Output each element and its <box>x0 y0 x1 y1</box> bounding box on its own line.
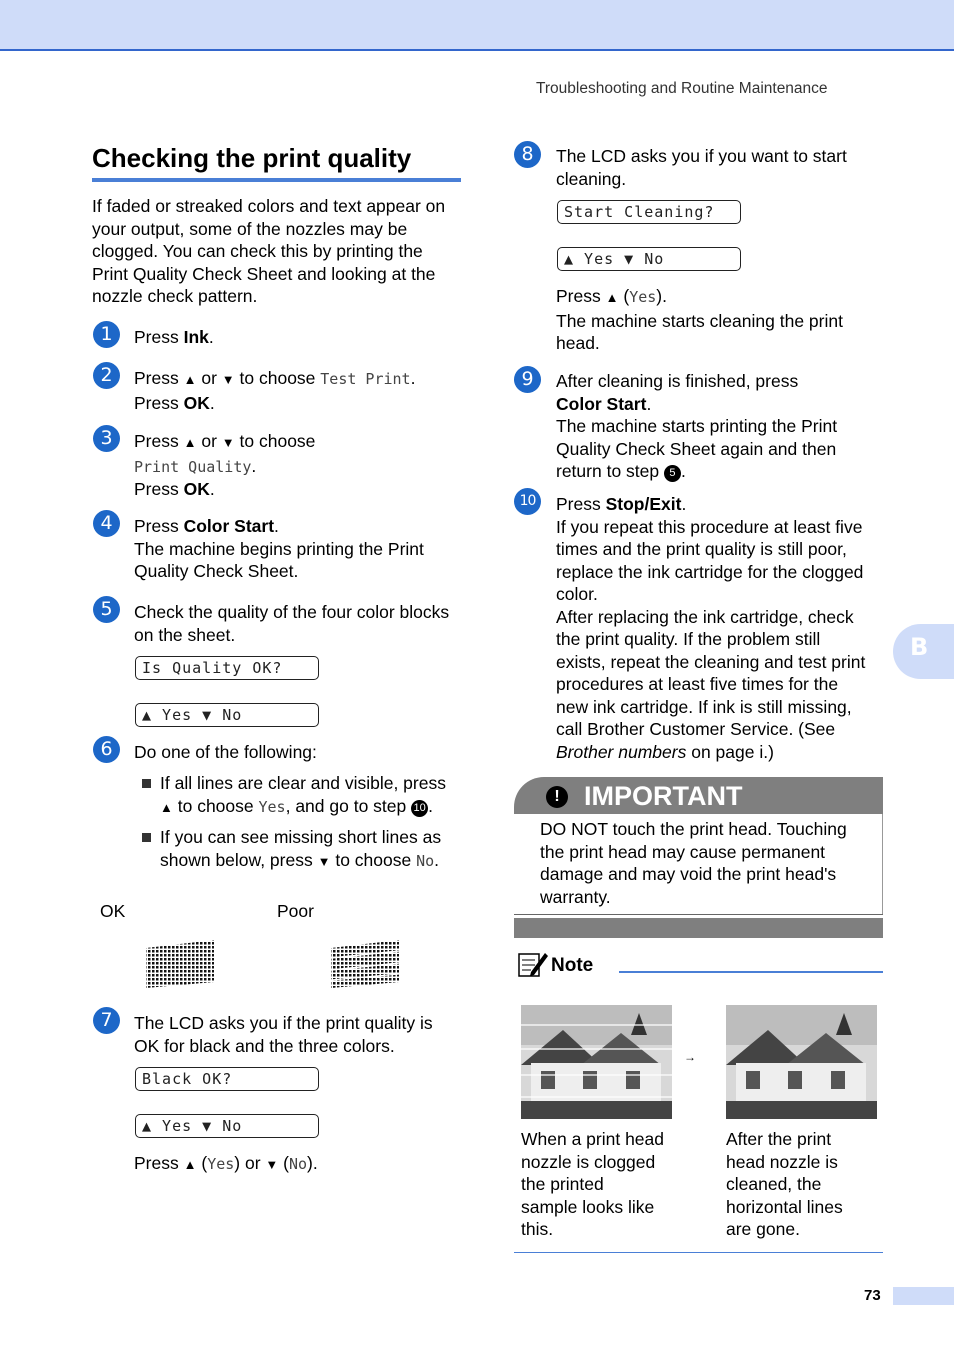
caption-clogged: When a print head nozzle is clogged the printed sample looks like this. <box>521 1129 665 1239</box>
step-6-text: Do one of the following: <box>134 742 317 762</box>
up-arrow-icon: ▲ <box>183 435 197 450</box>
up-arrow-icon: ▲ <box>183 372 197 387</box>
chapter-tab: B <box>893 624 954 679</box>
title-rule <box>92 178 461 182</box>
step-number-1: 1 <box>93 321 120 348</box>
step-8-press: Press ▲ (Yes). The machine starts cleaning the print head. <box>556 286 843 353</box>
lcd-display: ▲ Yes ▼ No <box>135 1114 319 1138</box>
step-3-text: Press ▲ or ▼ to choose Print Quality. Press OK. <box>134 431 316 499</box>
step-5-text: Check the quality of the four color blocks on the sheet. <box>134 602 450 645</box>
section-title: Checking the print quality <box>92 143 412 173</box>
step-number-9: 9 <box>514 366 541 393</box>
lcd-display: ▲ Yes ▼ No <box>135 703 319 727</box>
running-header: Troubleshooting and Routine Maintenance <box>536 80 828 97</box>
note-rule <box>619 971 883 973</box>
step-7-press: Press ▲ (Yes) or ▼ (No). <box>134 1153 318 1173</box>
step-number-3: 3 <box>93 425 120 452</box>
lcd-display: Start Cleaning? <box>557 200 741 224</box>
lcd-display: Black OK? <box>135 1067 319 1091</box>
important-border <box>882 814 883 914</box>
clogged-sample-image <box>521 1005 672 1119</box>
cleaned-sample-image <box>726 1005 877 1119</box>
important-rule <box>514 914 883 915</box>
important-title: IMPORTANT <box>584 781 743 811</box>
nozzle-pattern-ok <box>144 938 218 990</box>
down-arrow-icon: ▼ <box>265 1157 279 1172</box>
step-number-10: 10 <box>514 488 541 515</box>
step-10-text: Press Stop/Exit. If you repeat this procedure at least five times and the print quality is still poor, replace the ink cartridge for the clogged color. After replacing the ink cartridge, check the print quality. If the problem still exists, repeat the cleaning and test print procedures at least five times for the new ink cartridge. If ink is still missing, call Brother Customer Service. (See Brother numbers on page i.) <box>556 494 866 762</box>
note-pencil-icon <box>517 950 549 980</box>
important-text: DO NOT touch the print head. Touching the print head may cause permanent damage and may void the print head's warranty. <box>540 819 847 907</box>
step-number-4: 4 <box>93 510 120 537</box>
up-arrow-icon: ▲ <box>605 290 619 305</box>
page-number: 73 <box>864 1287 881 1304</box>
top-band <box>0 0 954 51</box>
note-bottom-rule <box>514 1252 883 1253</box>
up-arrow-icon: ▲ <box>160 799 173 815</box>
caption-cleaned: After the print head nozzle is cleaned, the horizontal lines are gone. <box>726 1129 843 1239</box>
lcd-display: Is Quality OK? <box>135 656 319 680</box>
important-header <box>514 777 883 814</box>
step-7-text: The LCD asks you if the print quality is OK for black and the three colors. <box>134 1013 433 1056</box>
step-1-text: Press Ink. <box>134 327 214 347</box>
step-reference: 5 <box>664 465 681 482</box>
down-arrow-icon: ▼ <box>317 853 331 869</box>
step-number-5: 5 <box>93 596 120 623</box>
ok-label: OK <box>100 901 126 921</box>
page-bar <box>893 1287 954 1305</box>
step-8-text: The LCD asks you if you want to start cleaning. <box>556 146 847 189</box>
poor-label: Poor <box>277 901 314 921</box>
bullet-item: If all lines are clear and visible, press ▲ to choose Yes, and go to step 10 . <box>160 772 470 819</box>
step-number-8: 8 <box>514 141 541 168</box>
lcd-display: ▲ Yes ▼ No <box>557 247 741 271</box>
important-footer <box>514 918 883 938</box>
step-number-6: 6 <box>93 736 120 763</box>
note-title: Note <box>551 955 594 976</box>
bullet-item: If you can see missing short lines as shown below, press ▼ to choose No. <box>160 826 470 873</box>
down-arrow-icon: ▼ <box>221 435 235 450</box>
nozzle-pattern-poor <box>329 938 403 990</box>
exclamation-icon: ! <box>546 786 568 808</box>
up-arrow-icon: ▲ <box>183 1157 197 1172</box>
step-4-text: Press Color Start. The machine begins printing the Print Quality Check Sheet. <box>134 516 424 581</box>
step-number-7: 7 <box>93 1007 120 1034</box>
step-reference: 10 <box>411 800 428 817</box>
step-9-text: After cleaning is finished, press Color Start. The machine starts printing the Print Quality Check Sheet again and then return to step 5 . <box>556 371 838 481</box>
intro-paragraph: If faded or streaked colors and text appear on your output, some of the nozzles may be clogged. You can check this by printing the Print Quality Check Sheet and looking at the nozzle check pattern. <box>92 196 446 306</box>
arrow-icon: → <box>684 1050 696 1064</box>
step-2-text: Press ▲ or ▼ to choose Test Print. Press OK. <box>134 368 416 413</box>
down-arrow-icon: ▼ <box>221 372 235 387</box>
step-number-2: 2 <box>93 362 120 389</box>
